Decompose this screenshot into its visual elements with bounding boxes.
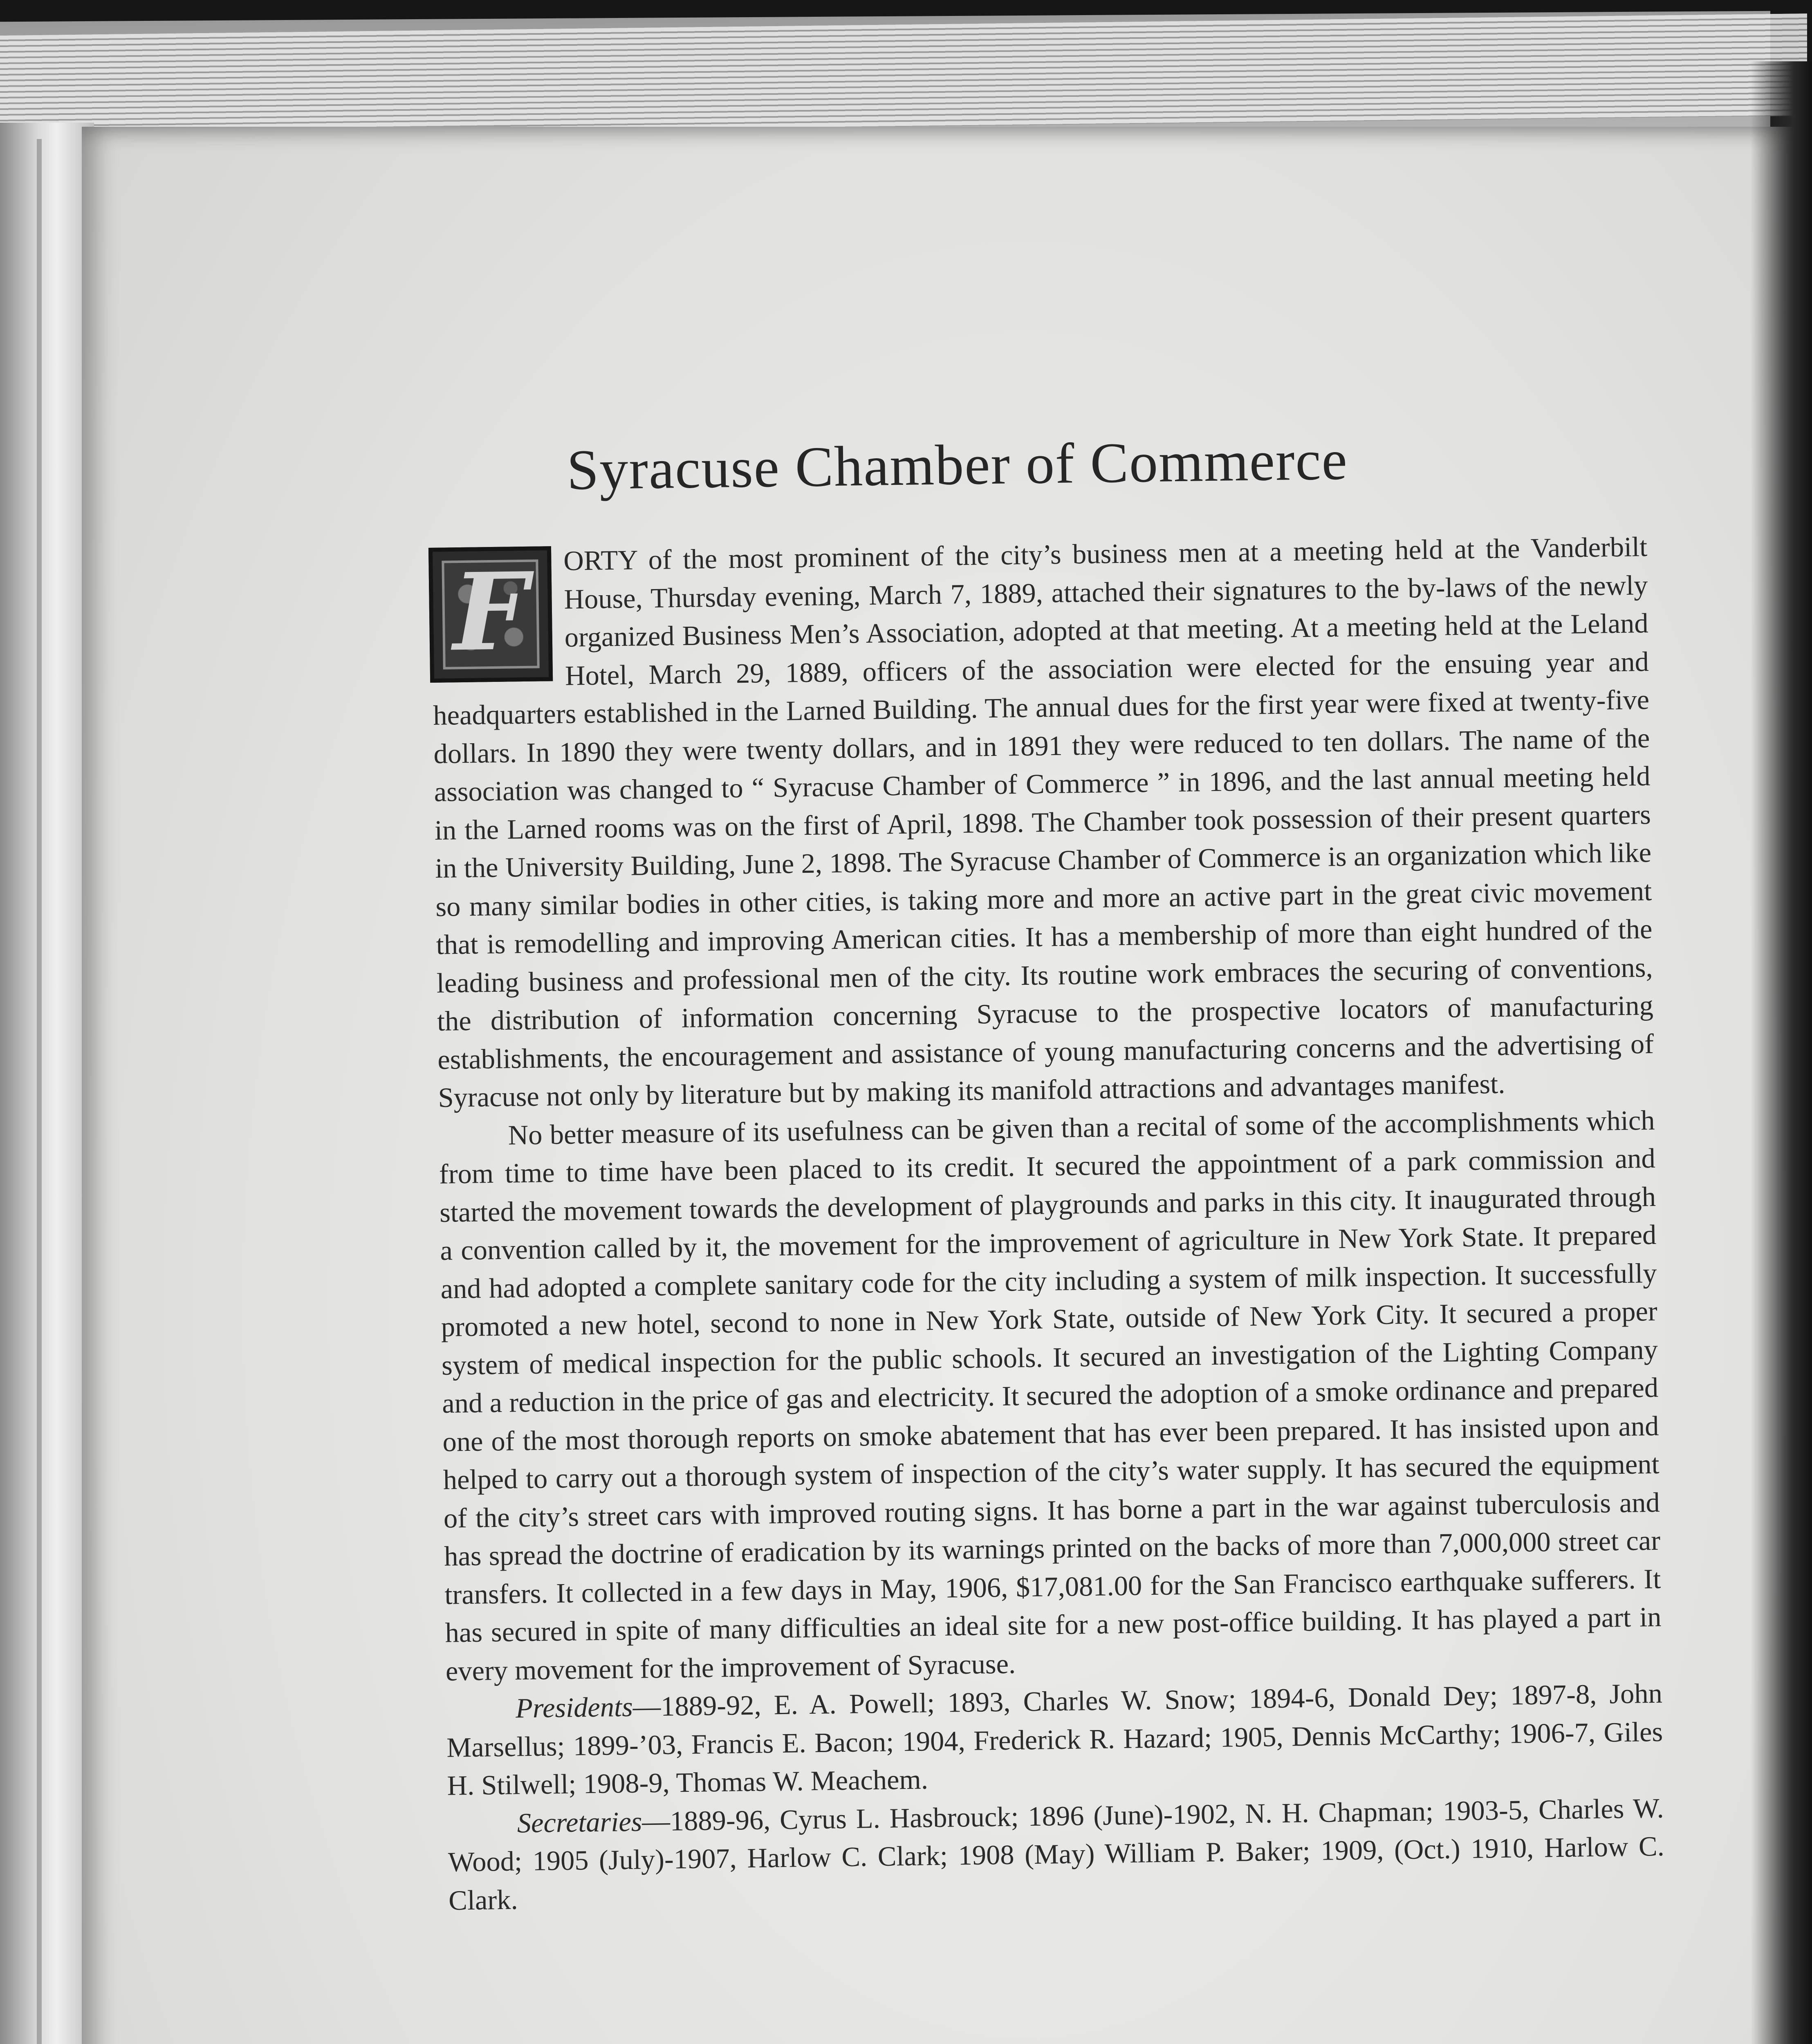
book-spine-edge [0, 123, 94, 2044]
presidents-label: Presidents [515, 1691, 633, 1724]
right-edge-shadow [1751, 61, 1812, 2044]
secretaries-text: —1889-96, Cyrus L. Hasbrouck; 1896 (June)-1902, N. H. Chapman; 1903-5, Charles W. Wood; 1905 (July)-1907, Harlow C. Clark; 1908 (May) William P. Baker; 1909, (Oct.) 1910, Harlow C. Clark. [448, 1792, 1665, 1916]
presidents-text: —1889-92, E. A. Powell; 1893, Charles W. Snow; 1894-6, Donald Dey; 1897-8, John Marsellus; 1899-’03, Francis E. Bacon; 1904, Frederick R. Hazard; 1905, Dennis McCarthy; 1906-7, Giles H. Stilwell; 1908-9, Thomas W. Meachem. [446, 1677, 1663, 1801]
presidents-list [446, 1674, 1664, 1805]
secretaries-label: Secretaries [517, 1805, 642, 1838]
gutter-shadow [37, 139, 42, 2044]
drop-cap-letter: F [452, 549, 529, 675]
page-title: Syracuse Chamber of Commerce [566, 428, 1348, 502]
secretaries-list [447, 1789, 1665, 1919]
drop-cap-ornament [428, 546, 553, 683]
article-body [431, 528, 1665, 1920]
paragraph-accomplishments: No better measure of its usefulness can be given than a recital of some of the accomplishments which from time to time have been placed to its credit. It secured the appointment of a park commission and started the movement towards the development of playgrounds and parks in this city. It inaugurated through a convention called by it, the movement for the improvement of agriculture in New York State. It prepared and had adopted a complete sanitary code for the city including a system of milk inspection. It successfully promoted a new hotel, second to none in New York State, outside of New York City. It secured a proper system of medical inspection for the public schools. It secured an investigation of the Lighting Company and a reduction in the price of gas and electricity. It secured the adoption of a smoke ordinance and prepared one of the most thorough reports on smoke abatement that has ever been prepared. It has insisted upon and helped to carry out a thorough system of inspection of the city’s water supply. It has secured the equipment of the city’s street cars with improved routing signs. It has borne a part in the war against tuberculosis and has spread the doctrine of eradication by its warnings printed on the backs of more than 7,000,000 street car transfers. It collected in a few days in May, 1906, $17,081.00 for the San Francisco earthquake sufferers. It has secured in spite of many difficulties an ideal site for a new post-office building. It has played a part in every movement for the improvement of Syracuse. [439, 1104, 1662, 1687]
paragraph-history: ORTY of the most prominent of the city’s business men at a meeting held at the Vanderbilt House, Thursday evening, March 7, 1889, attached their signatures to the by-laws of the newly organized Business Men’s Association, adopted at that meeting. At a meeting held at the Leland Hotel, March 29, 1889, officers of the association were elected for the ensuing year and headquarters established in the Larned Building. The annual dues for the first year were fixed at twenty-five dollars. In 1890 they were twenty dollars, and in 1891 they were reduced to ten dollars. The name of the association was changed to “ Syracuse Chamber of Commerce ” in 1896, and the last annual meeting held in the Larned rooms was on the first of April, 1898. The Chamber took possession of their present quarters in the University Building, June 2, 1898. The Syracuse Chamber of Commerce is an organization which like so many similar bodies in other cities, is taking more and more an active part in the great civic movement that is remodelling and improving American cities. It has a membership of more than eight hundred of the leading business and professional men of the city. Its routine work embraces the securing of conventions, the distribution of information concerning Syracuse to the prospective locators of manufacturing establishments, the encouragement and assistance of young manufacturing concerns and the advertising of Syracuse not only by literature but by making its manifold attractions and advantages manifest. [433, 531, 1654, 1113]
